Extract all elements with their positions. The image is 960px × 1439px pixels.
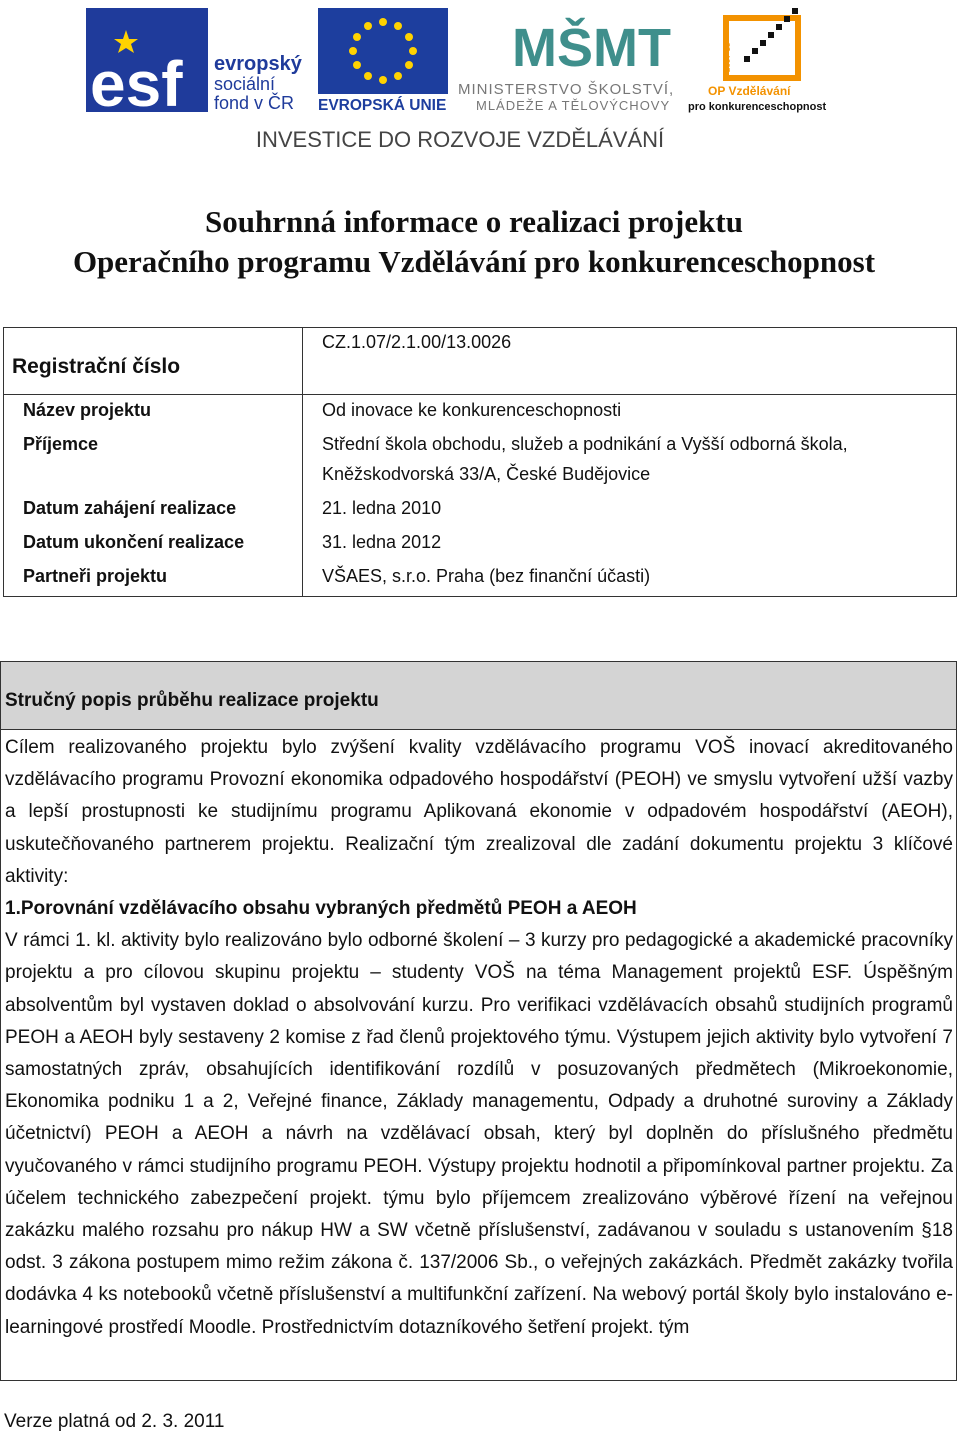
- op-years: 2007-13: [723, 42, 732, 72]
- op-vk-logo: [686, 4, 836, 114]
- project-description-box: [0, 661, 957, 1381]
- table-divider: [4, 394, 956, 395]
- title-line-1: Souhrnná informace o realizaci projektu: [205, 204, 743, 239]
- start-date-label: Datum zahájení realizace: [23, 498, 237, 518]
- description-body: [5, 732, 953, 1344]
- tagline-text: INVESTICE DO ROZVOJE VZDĚLÁVÁNÍ: [255, 127, 665, 152]
- end-date-label: Datum ukončení realizace: [23, 532, 245, 552]
- eu-flag-logo: [316, 8, 450, 112]
- msmt-logo: [456, 4, 682, 112]
- document-title: [0, 202, 948, 282]
- msmt-line2: MLÁDEŽE A TĚLOVÝCHOVY: [476, 98, 671, 112]
- project-name-value: Od inovace ke konkurenceschopnosti: [322, 400, 622, 420]
- project-name-label: Název projektu: [23, 400, 152, 420]
- op-line1: OP Vzdělávání: [708, 84, 791, 98]
- eu-caption: EVROPSKÁ UNIE: [318, 97, 447, 112]
- op-line2: pro konkurenceschopnost: [688, 101, 827, 113]
- partners-value: VŠAES, s.r.o. Praha (bez finanční účasti): [322, 566, 651, 586]
- esf-mark: esf: [90, 48, 183, 112]
- description-header: [1, 662, 956, 730]
- start-date-value: 21. ledna 2010: [322, 498, 442, 518]
- activity-1-heading: 1.Porovnání vzdělávacího obsahu vybraných předmětů PEOH a AEOH: [5, 898, 637, 920]
- table-divider: [302, 328, 303, 596]
- recipient-label: Příjemce: [23, 434, 99, 454]
- description-paragraph-2: V rámci 1. kl. aktivity bylo realizováno bylo odborné školení – 3 kurzy pro pedagogické a akademické pracovníky projektu a pro cílovou skupinu projektu – studenty VOŠ na téma Management projektů ESF. Úspěšným absolventům byl vystaven doklad o absolvování kurzu. Pro verifikaci vzdělávacích obsahů studijních programů PEOH a AEOH byly sestaveny 2 komise z řad členů projektového týmu. Výstupem jejich aktivity bylo vytvoření 7 samostatných zpráv, obsahujících identifikování rozdílů v posuzovaných předmětech (Mikroekonomie, Ekonomika podniku 1 a 2, Veřejné finance, Základy managementu, Odpady a druhotné suroviny a Základy účetnictví) PEOH a AEOH a návrh na vzdělávací obsah, který byl doplněn do příslušného předmětu vyučovaného v rámci studijního programu PEOH. Výstupy projektu hodnotil a připomínkoval partner projektu. Za účelem technického zabezpečení projekt. týmu bylo příjemcem zrealizováno výběrové řízení na veřejnou zakázku malého rozsahu pro nákup HW a SW včetně příslušenství, zadávanou v souladu s ustanovením §18 odst. 3 zákona postupem mimo režim zákona č. 137/2006 Sb., o veřejných zakázkách. Předmět zakázky tvořila dodávka 4 ks notebooků včetně příslušenství a multifunkční zařízení. Na webový portál školy bylo instalováno e-learningové prostředí Moodle. Prostřednictvím dotazníkového šetření projekt. tým: [5, 930, 953, 1338]
- project-info-table: [3, 327, 957, 597]
- reg-number-value: CZ.1.07/2.1.00/13.0026: [322, 332, 512, 352]
- esf-line1: evropský: [214, 53, 302, 75]
- esf-line2: sociální: [214, 74, 276, 94]
- msmt-line1: MINISTERSTVO ŠKOLSTVÍ,: [458, 81, 675, 98]
- partners-label: Partneři projektu: [23, 566, 168, 586]
- esf-logo: [86, 8, 311, 112]
- reg-number-label: Registrační číslo: [12, 355, 181, 378]
- end-date-value: 31. ledna 2012: [322, 532, 442, 552]
- recipient-line-1: Střední škola obchodu, služeb a podnikání a Vyšší odborná škola,: [322, 434, 848, 454]
- version-footer: Verze platná od 2. 3. 2011: [4, 1411, 225, 1432]
- description-heading: Stručný popis průběhu realizace projektu: [5, 690, 379, 711]
- logo-header: [0, 0, 960, 160]
- esf-line3: fond v ČR: [214, 93, 295, 112]
- title-line-2: Operačního programu Vzdělávání pro konkurenceschopnost: [72, 244, 876, 279]
- recipient-line-2: Kněžskodvorská 33/A, České Budějovice: [322, 464, 651, 484]
- description-paragraph-1: Cílem realizovaného projektu bylo zvýšení kvality vzdělávacího programu VOŠ inovací akreditovaného vzdělávacího programu Provozní ekonomika odpadového hospodářství (PEOH) ve smyslu vytvoření užší vazby a lepší prostupnosti ke studijnímu programu Aplikovaná ekonomie v odpadovém hospodářství (AEOH), uskutečňovaného partnerem projektu. Realizační tým zrealizoval dle zadání dokumentu projektu 3 klíčové aktivity:: [5, 737, 953, 887]
- msmt-mark: MŠMT: [512, 18, 671, 78]
- investment-tagline: [0, 127, 920, 153]
